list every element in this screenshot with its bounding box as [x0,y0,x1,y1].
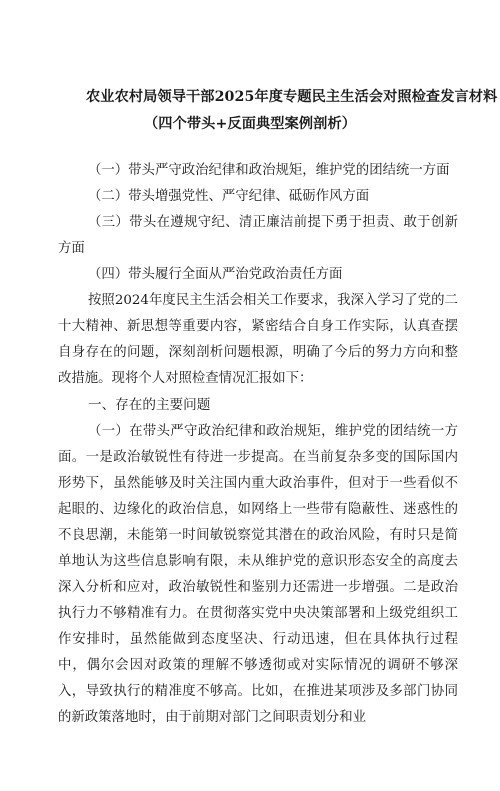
title-line-2: （四个带头+反面典型案例剖析） [144,116,357,132]
outline-item: （三）带头在遵规守纪、清正廉洁前提下勇于担责、敢于创新方面 [58,215,458,256]
outline-list [58,158,458,288]
title-line-1: 农业农村局领导干部2025年度专题民主生活会对照检查发言材料 [86,89,498,105]
outline-item: （一）带头严守政治纪律和政治规矩，维护党的团结统一方面 [88,163,450,178]
document-title [58,84,498,138]
outline-item: （二）带头增强党性、严守纪律、砥砺作风方面 [88,189,370,204]
section-heading: 一、存在的主要问题 [88,397,211,413]
body-paragraph: （一）在带头严守政治纪律和政治规矩，维护党的团结统一方面。一是政治敏锐性有待进一步提高。在当前复杂多变的国际国内形势下，虽然能够及时关注国内重大政治事件，但对于一些看似不起眼的、边缘化的政治信息，如网络上一些带有隐蔽性、迷惑性的不良思潮，未能第一时间敏锐察觉其潜在的政治风险，有时只是简单地认为这些信息影响有限，未从维护党的意识形态安全的高度去深入分析和应对，政治敏锐性和鉴别力还需进一步增强。二是政治执行力不够精准有力。在贯彻落实党中央决策部署和上级党组织工作安排时，虽然能做到态度坚决、行动迅速，但在具体执行过程中，偶尔会因对政策的理解不够透彻或对实际情况的调研不够深入，导致执行的精准度不够高。比如，在推进某项涉及多部门协同的新政策落地时，由于前期对部门之间职责划分和业 [58,424,458,725]
intro-paragraph: 按照2024年度民主生活会相关工作要求，我深入学习了党的二十大精神、新思想等重要内容，紧密结合自身工作实际，认真查摆自身存在的问题，深刻剖析问题根源，明确了今后的努力方向和整改措施。现将个人对照检查情况汇报如下： [58,293,458,386]
document-page [0,84,500,791]
outline-item: （四）带头履行全面从严治党政治责任方面 [88,267,343,282]
